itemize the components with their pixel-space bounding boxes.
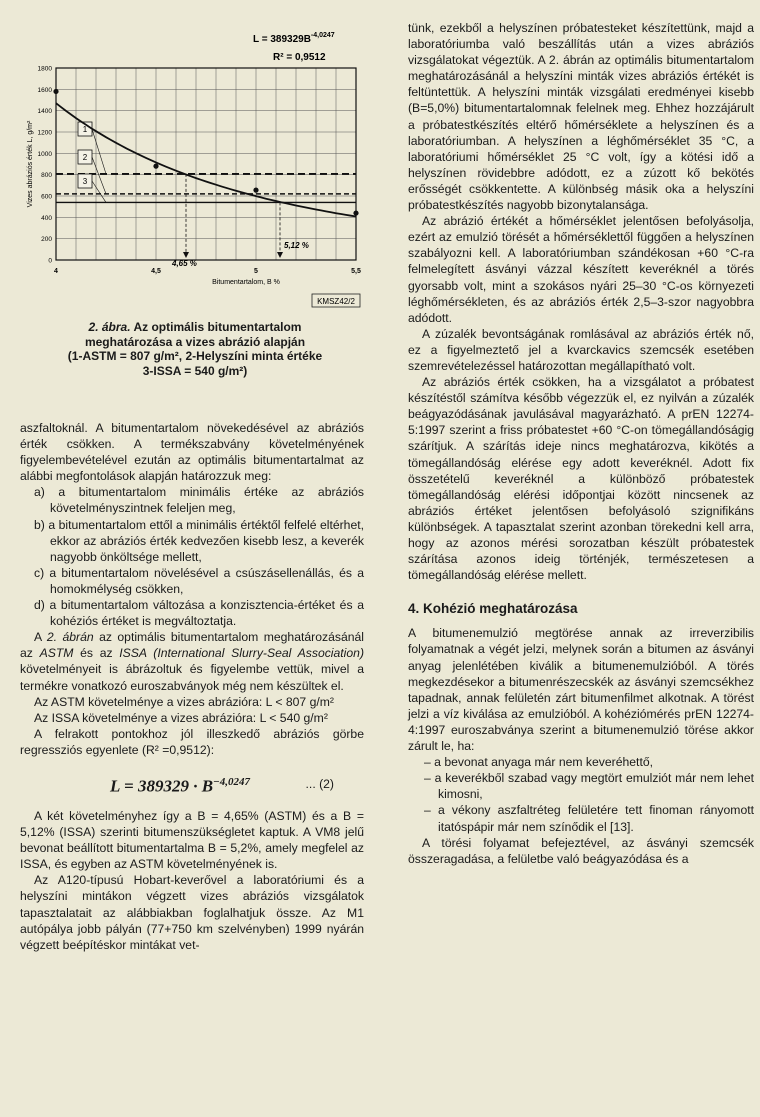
figure-caption <box>20 320 370 378</box>
plot-frame <box>56 68 356 260</box>
reference-leader <box>92 157 106 194</box>
y-tick-label: 800 <box>41 172 52 180</box>
caption-line-2: meghatározása a vizes abrázió alapján <box>84 334 306 349</box>
dash-item: – a vékony aszfaltréteg felületére tett finoman rányomott itatóspápir már nem színődik el [13]. <box>424 803 754 834</box>
y-axis-label: Vizes abráziós érték L, g/m² <box>27 120 34 208</box>
paragraph: A bitumenemulzió megtörése annak az irreverzibilis folyamatnak a végét jelzi, melynek során a bitumen az ásványi anyag jelenlétében kiválik a bitumenemulzióból. A törés megkezdésekor a bitumenrészecskék az ásványi szemcsékhez tapadnak, annak felületén zárt bitumenfilmet alkotnak. A törést jelzi a víz kiválása az emulzióból. A kohéziómérés prEN 12274-4:1997 euroszabványa szerint a bitumenemulzió törése akkor zárult le, ha: <box>408 626 754 754</box>
figure <box>20 22 370 410</box>
reference-label: 3 <box>82 177 88 186</box>
caption-line-4: 3-ISSA = 540 g/m²) <box>142 363 248 378</box>
annotation-arrow <box>183 252 189 258</box>
stamp-text: KMSZ42/2 <box>317 297 355 306</box>
paragraph: aszfaltoknál. A bitumentartalom növekedésével az abráziós érték csökken. A termékszabvány követelményének figyelembevételével ezután az optimális bitumentartalmat az alábbi megfontolások alapján határozzuk meg: <box>20 421 364 484</box>
equation-2 <box>20 764 364 804</box>
y-tick-label: 1800 <box>37 65 52 73</box>
y-tick-label: 1600 <box>37 86 52 94</box>
paragraph: A felrakott pontokhoz jól illeszkedő abráziós görbe regressziós egyenlete (R² =0,9512): <box>20 726 364 757</box>
data-point <box>153 164 158 169</box>
equation-main: L = 389329B <box>253 34 311 45</box>
equation-exponent: -4,0247 <box>310 32 335 39</box>
reference-label: 2 <box>82 153 88 162</box>
left-column <box>20 420 364 953</box>
annotation-label: 5,12 % <box>284 241 309 250</box>
dash-item: – a bevonat anyaga már nem keveréhettő, <box>424 755 653 770</box>
regression-equation <box>253 32 335 45</box>
x-tick-label: 5,5 <box>351 268 361 275</box>
reference-label: 1 <box>82 125 88 134</box>
caption-line-3: (1-ASTM = 807 g/m², 2-Helyszíni minta értéke <box>67 349 323 363</box>
y-tick-label: 1200 <box>37 129 52 137</box>
chart-annotations <box>171 174 309 268</box>
regression-curve <box>56 103 356 216</box>
annotation-label: 4,65 % <box>172 259 197 268</box>
y-tick-label: 0 <box>48 257 52 265</box>
caption-line-1: Az optimális bitumentartalom <box>130 320 302 334</box>
annotation-arrow <box>277 252 283 258</box>
chart <box>20 22 370 318</box>
formula: $L = 389329 \cdot B^{-4,0247}$ <box>110 775 250 796</box>
y-tick-label: 1000 <box>37 150 52 158</box>
paragraph: A két követelményhez így a B = 4,65% (ASTM) és a B = 5,12% (ISSA) szerinti bitumenszükségletet kaptuk. A VM8 jelű bevonat beállított bitumentartalma B = 5,2%, amely megfelel az ISSA, és egyben az ASTM követelményének is. <box>20 808 364 872</box>
caption-number: 2. ábra. <box>88 320 131 334</box>
section-heading: 4. Kohézió meghatározása <box>408 601 578 617</box>
list-item-b: b) a bitumentartalom ettől a minimális értéktől felfelé eltérhet, ekkor az abráziós érték kedvezően kisebb lesz, a keverék nagyobb önköltsége mellett, <box>34 517 364 564</box>
y-tick-label: 600 <box>41 193 52 201</box>
chart-axes <box>56 68 356 260</box>
x-tick-label: 5 <box>254 268 258 275</box>
requirement-astm: Az ASTM követelménye a vizes abrázióra: L < 807 g/m² <box>34 694 334 709</box>
y-tick-label: 1400 <box>37 108 52 116</box>
y-tick-label: 200 <box>41 236 52 244</box>
paragraph: Az abrázió értékét a hőmérséklet jelentősen befolyásolja, ezért az emulzió törését a hőmérséklettől függően a helyszínen szabályozni kell. A laboratóriumban szándékosan +60 °C-ra felmelegített ásványi vázzal készített keveréknél a törés gyorsabb volt, mint a szokásos nyári 25–30 °C-os környezeti léghőmérsékleten, és az abráziós érték 2,5–3-szor nagyobbra adódott. <box>408 214 754 325</box>
reference-leader <box>92 181 106 202</box>
paragraph: tünk, ezekből a helyszínen próbatesteket készítettünk, majd a laboratóriumba való beszállítás után a vizes abráziós vizsgálatokat végeztük. A 2. ábrán az optimális bitumentartalom meghatározásánál a helyszíni minták vizes abráziós értékét is feltüntettük. A helyszíni minták vizsgálati eredményei kisebb (B=5,0%) bitumentartalomnak felelnek meg. Ehhez hozzájárult a próbatestkészítés eltérő hőmérséklete a helyszínen és a laboratóriumban. A helyszínen a léghőmérséklet 35 °C, a laboratóriumi hőmérséklet 25 °C volt, így a kötési idő a helyszínen rövidebbre adódott, ez a zúzott kő bekötés erősségét csökkentette. A különbség másik oka a helyszíni próbatestkészítés nagyobb bizonytalansága. <box>408 21 754 213</box>
right-column <box>408 20 754 867</box>
regression-curve-path <box>56 103 356 216</box>
list-item-c: c) a bitumentartalom növelésével a csúszásellenállás, és a homokmélység csökken, <box>34 565 364 596</box>
r-squared: R² = 0,9512 <box>273 52 326 63</box>
x-tick-label: 4 <box>54 268 58 275</box>
paragraph: A 2. ábrán az optimális bitumentartalom meghatározásánál az ASTM és az ISSA (International Slurry-Seal Association) követelményeit is ábrázoltuk és figyelembe vettük, mivel a termékre vonatkozó euroszabványok még nem készültek el. <box>20 630 365 693</box>
equation-number: ... (2) <box>305 776 334 791</box>
chart-grid <box>38 66 361 276</box>
dash-item: – a keverékből szabad vagy megtört emulziót már nem lehet kimosni, <box>424 771 754 802</box>
x-axis-label: Bitumentartalom, B % <box>212 279 280 286</box>
paragraph: Az A120-típusú Hobart-keverővel a laboratóriumi és a helyszíni mintákon végzett vizes abráziós vizsgálatok tapasztalatait az alábbiakban foglalhatjuk össze. Az M1 autópálya jobb pályán (77+750 km szelvényben) 1999 nyárán végzett beépítéskor mintákat vet- <box>20 873 364 952</box>
paragraph: A zúzalék bevontságának romlásával az abráziós érték nő, ez a figyelmeztető jel a kvarckavics szemcsék esetében szemrevételezéssel határozottan megállapítható volt. <box>408 326 754 373</box>
x-tick-label: 4,5 <box>151 268 161 275</box>
paragraph: A törési folyamat befejeztével, az ásványi szemcsék összeragadása, a felületbe való beágyazódása és a <box>408 835 754 866</box>
requirement-issa: Az ISSA követelménye a vizes abrázióra: L < 540 g/m² <box>34 710 328 725</box>
data-point <box>253 188 258 193</box>
list-item-a: a) a bitumentartalom minimális értéke az abráziós követelményszintnek feleljen meg, <box>34 485 364 516</box>
y-tick-label: 400 <box>41 214 52 222</box>
list-item-d: d) a bitumentartalom változása a konzisztencia-értéket és a kohéziós értéket is megváltoztatja. <box>34 598 364 629</box>
paragraph: Az abráziós érték csökken, ha a vizsgálatot a próbatest készítéstől számítva később végezzük el, ez nyilván a zúzalék beágyazódásának javulásával magyarázható. A prEN 12274-5:1997 szerint a friss próbatestet +60 °C-on tömegállandóságig szárítjuk. A szárítás ideje nincs meghatározva, kikötés a tömegállandóság elérése egy adott keveréknél. Adott fix összetételű keveréknél a különböző próbatestek tömegállandóság elérési időpontjai között nincsenek az abráziós értéket jelentősen befolyásoló szignifikáns különbségek. A tapasztalat szerint azonban törekedni kell arra, hogy az azonos mérési sorozatban készült próbatestek szárítása azonos ideig történjék, természetesen a tömegállandóság elérése mellett. <box>408 375 754 583</box>
